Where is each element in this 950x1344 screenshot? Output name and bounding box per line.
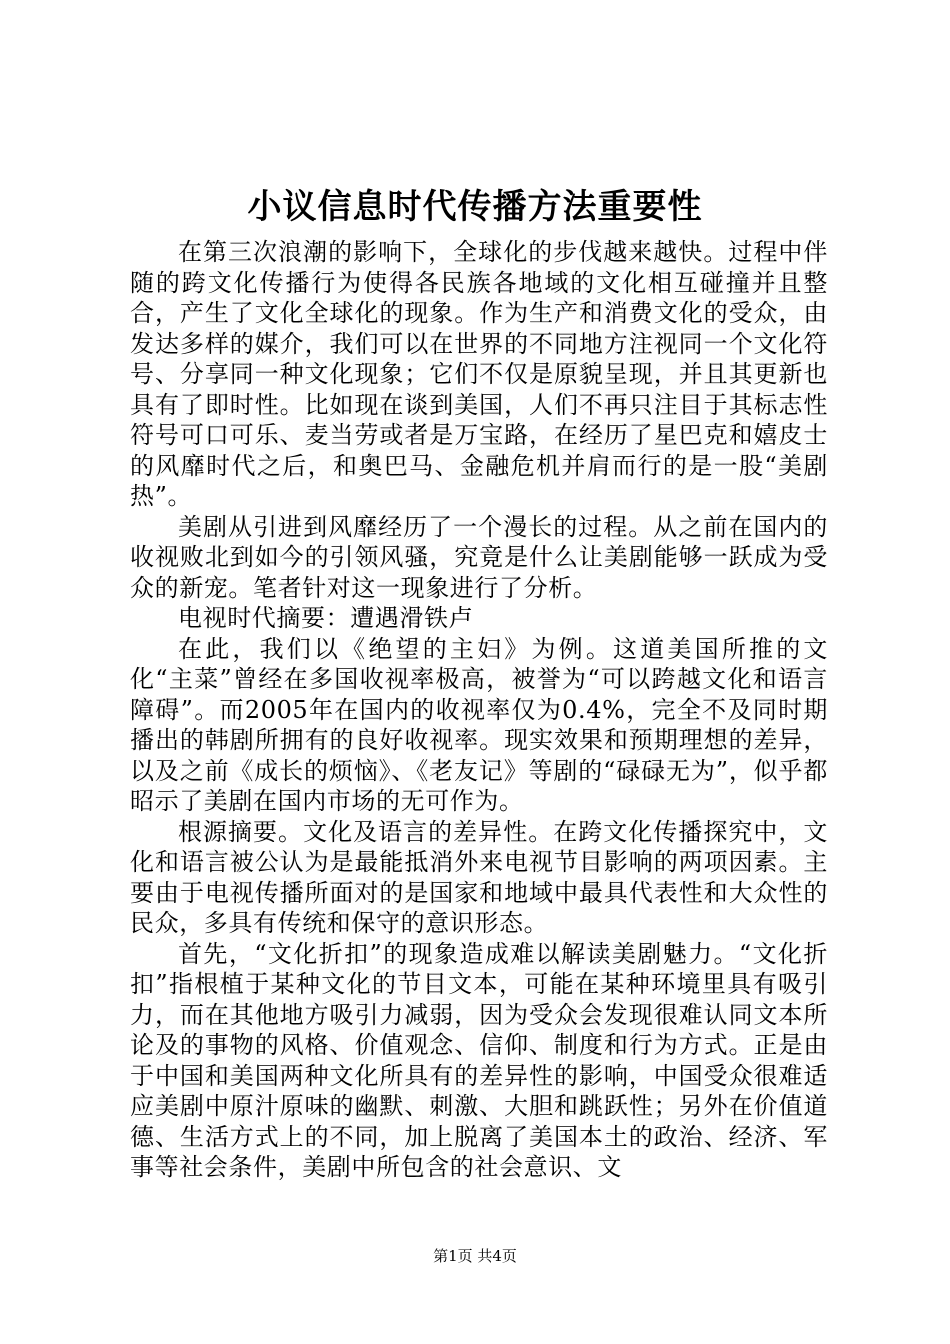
document-body	[130, 237, 828, 1183]
paragraph-6: 首先，“文化折扣”的现象造成难以解读美剧魅力。“文化折扣”指根植于某种文化的节目文本，可能在某种环境里具有吸引力，而在其他地方吸引力减弱，因为受众会发现很难认同文本所论及的事物的风格、价值观念、信仰、制度和行为方式。正是由于中国和美国两种文化所具有的差异性的影响，中国受众很难适应美剧中原汁原味的幽默、刺激、大胆和跳跃性；另外在价值道德、生活方式上的不同，加上脱离了美国本土的政治、经济、军事等社会条件，美剧中所包含的社会意识、文	[130, 939, 828, 1181]
document-title: 小议信息时代传播方法重要性	[247, 187, 703, 227]
paragraph-3-heading: 电视时代摘要：遭遇滑铁卢	[178, 604, 474, 632]
page-footer: 第1页 共4页	[433, 1247, 517, 1265]
paragraph-2: 美剧从引进到风靡经历了一个漫长的过程。从之前在国内的收视败北到如今的引领风骚，究竟是什么让美剧能够一跃成为受众的新宠。笔者针对这一现象进行了分析。	[130, 512, 828, 602]
paragraph-1: 在第三次浪潮的影响下，全球化的步伐越来越快。过程中伴随的跨文化传播行为使得各民族各地域的文化相互碰撞并且整合，产生了文化全球化的现象。作为生产和消费文化的受众，由发达多样的媒介，我们可以在世界的不同地方注视同一个文化符号、分享同一种文化现象；它们不仅是原貌呈现，并且其更新也具有了即时性。比如现在谈到美国，人们不再只注目于其标志性符号可口可乐、麦当劳或者是万宝路，在经历了星巴克和嬉皮士的风靡时代之后，和奥巴马、金融危机并肩而行的是一股“美剧热”。	[130, 238, 828, 510]
paragraph-5: 根源摘要。文化及语言的差异性。在跨文化传播探究中，文化和语言被公认为是最能抵消外来电视节目影响的两项因素。主要由于电视传播所面对的是国家和地域中最具代表性和大众性的民众，多具有传统和保守的意识形态。	[130, 817, 828, 937]
paragraph-4: 在此，我们以《绝望的主妇》为例。这道美国所推的文化“主菜”曾经在多国收视率极高，被誉为“可以跨越文化和语言障碍”。而2005年在国内的收视率仅为0.4%，完全不及同时期播出的韩剧所拥有的良好收视率。现实效果和预期理想的差异，以及之前《成长的烦恼》、《老友记》等剧的“碌碌无为”，似乎都昭示了美剧在国内市场的无可作为。	[130, 634, 828, 815]
